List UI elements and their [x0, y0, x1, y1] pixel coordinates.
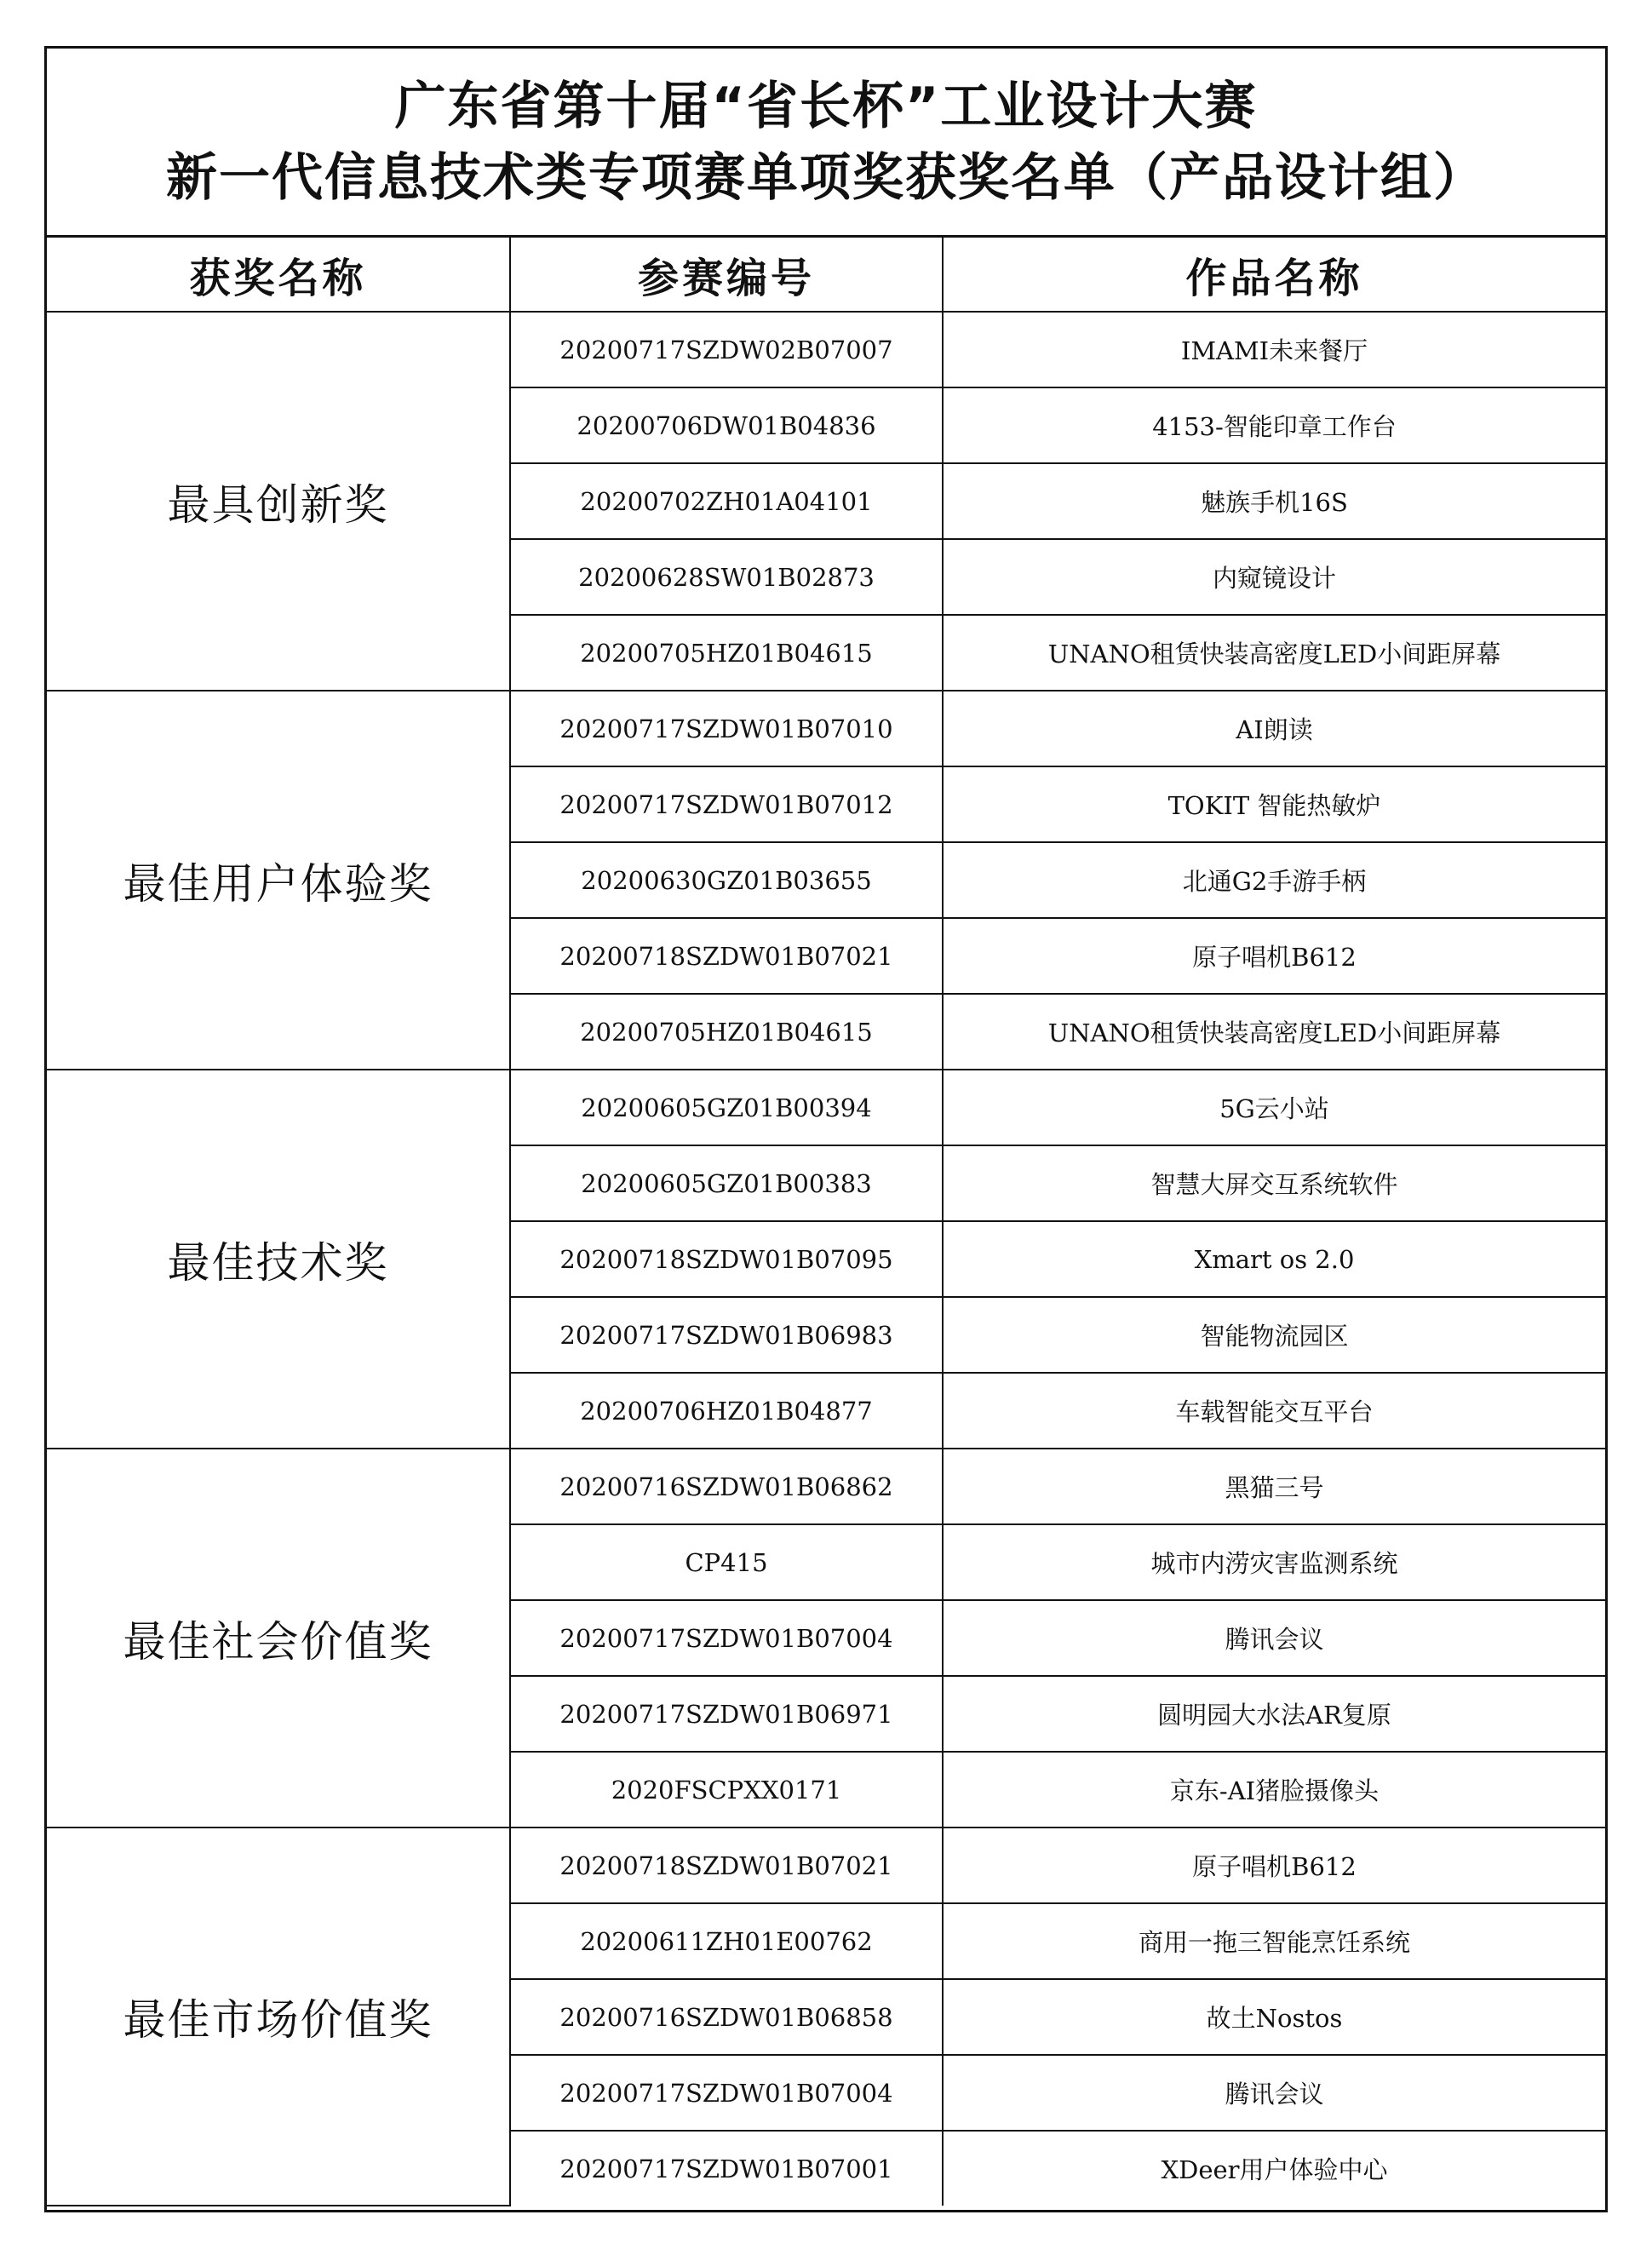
- entry-number-cell: 20200718SZDW01B07021: [510, 918, 943, 994]
- work-name-cell: 智能物流园区: [943, 1297, 1605, 1373]
- work-name-cell: TOKIT 智能热敏炉: [943, 766, 1605, 842]
- work-name-cell: 城市内涝灾害监测系统: [943, 1524, 1605, 1600]
- work-name-cell: 魅族手机16S: [943, 463, 1605, 539]
- header-entry-number: 参赛编号: [510, 238, 943, 312]
- entry-number-cell: 20200717SZDW01B07001: [510, 2131, 943, 2206]
- entry-number-cell: 20200718SZDW01B07095: [510, 1221, 943, 1297]
- work-name-cell: 4153-智能印章工作台: [943, 387, 1605, 463]
- table-body: [47, 312, 1605, 2206]
- entry-number-cell: 20200628SW01B02873: [510, 539, 943, 615]
- award-name-cell: 最佳社会价值奖: [47, 1449, 510, 1828]
- title-line-2: 新一代信息技术类专项赛单项奖获奖名单（产品设计组）: [166, 147, 1486, 208]
- work-name-cell: 智慧大屏交互系统软件: [943, 1145, 1605, 1221]
- header-work-name: 作品名称: [943, 238, 1605, 312]
- work-name-cell: 故土Nostos: [943, 1979, 1605, 2055]
- entry-number-cell: 20200717SZDW01B07010: [510, 691, 943, 766]
- header-award-name: 获奖名称: [47, 238, 510, 312]
- entry-number-cell: 20200718SZDW01B07021: [510, 1828, 943, 1903]
- table-row: [47, 1828, 1605, 1903]
- award-table: [47, 238, 1605, 2206]
- document-title: [47, 49, 1605, 238]
- entry-number-cell: 20200717SZDW01B06971: [510, 1676, 943, 1752]
- table-header-row: [47, 238, 1605, 312]
- entry-number-cell: 20200605GZ01B00394: [510, 1070, 943, 1145]
- entry-number-cell: 20200716SZDW01B06862: [510, 1449, 943, 1524]
- award-name-cell: 最佳用户体验奖: [47, 691, 510, 1070]
- work-name-cell: IMAMI未来餐厅: [943, 312, 1605, 387]
- table-row: [47, 312, 1605, 387]
- work-name-cell: 原子唱机B612: [943, 1828, 1605, 1903]
- entry-number-cell: 20200630GZ01B03655: [510, 842, 943, 918]
- award-name-cell: 最佳市场价值奖: [47, 1828, 510, 2206]
- entry-number-cell: CP415: [510, 1524, 943, 1600]
- work-name-cell: XDeer用户体验中心: [943, 2131, 1605, 2206]
- award-list-document: [44, 46, 1608, 2212]
- work-name-cell: Xmart os 2.0: [943, 1221, 1605, 1297]
- work-name-cell: 原子唱机B612: [943, 918, 1605, 994]
- work-name-cell: 黑猫三号: [943, 1449, 1605, 1524]
- entry-number-cell: 20200705HZ01B04615: [510, 994, 943, 1070]
- work-name-cell: 圆明园大水法AR复原: [943, 1676, 1605, 1752]
- entry-number-cell: 20200717SZDW01B07004: [510, 2055, 943, 2131]
- entry-number-cell: 2020FSCPXX0171: [510, 1752, 943, 1828]
- award-name-cell: 最具创新奖: [47, 312, 510, 691]
- work-name-cell: AI朗读: [943, 691, 1605, 766]
- award-name-cell: 最佳技术奖: [47, 1070, 510, 1449]
- entry-number-cell: 20200717SZDW02B07007: [510, 312, 943, 387]
- work-name-cell: 商用一拖三智能烹饪系统: [943, 1903, 1605, 1979]
- work-name-cell: 腾讯会议: [943, 2055, 1605, 2131]
- entry-number-cell: 20200706HZ01B04877: [510, 1373, 943, 1449]
- work-name-cell: 内窥镜设计: [943, 539, 1605, 615]
- work-name-cell: 腾讯会议: [943, 1600, 1605, 1676]
- table-row: [47, 1070, 1605, 1145]
- entry-number-cell: 20200705HZ01B04615: [510, 615, 943, 691]
- entry-number-cell: 20200716SZDW01B06858: [510, 1979, 943, 2055]
- entry-number-cell: 20200611ZH01E00762: [510, 1903, 943, 1979]
- work-name-cell: UNANO租赁快装高密度LED小间距屏幕: [943, 994, 1605, 1070]
- work-name-cell: 5G云小站: [943, 1070, 1605, 1145]
- entry-number-cell: 20200702ZH01A04101: [510, 463, 943, 539]
- work-name-cell: 京东-AI猪脸摄像头: [943, 1752, 1605, 1828]
- entry-number-cell: 20200717SZDW01B07012: [510, 766, 943, 842]
- title-line-1: 广东省第十届“省长杯”工业设计大赛: [394, 76, 1258, 136]
- entry-number-cell: 20200717SZDW01B06983: [510, 1297, 943, 1373]
- work-name-cell: UNANO租赁快装高密度LED小间距屏幕: [943, 615, 1605, 691]
- table-row: [47, 691, 1605, 766]
- entry-number-cell: 20200717SZDW01B07004: [510, 1600, 943, 1676]
- entry-number-cell: 20200605GZ01B00383: [510, 1145, 943, 1221]
- table-row: [47, 1449, 1605, 1524]
- work-name-cell: 车载智能交互平台: [943, 1373, 1605, 1449]
- entry-number-cell: 20200706DW01B04836: [510, 387, 943, 463]
- work-name-cell: 北通G2手游手柄: [943, 842, 1605, 918]
